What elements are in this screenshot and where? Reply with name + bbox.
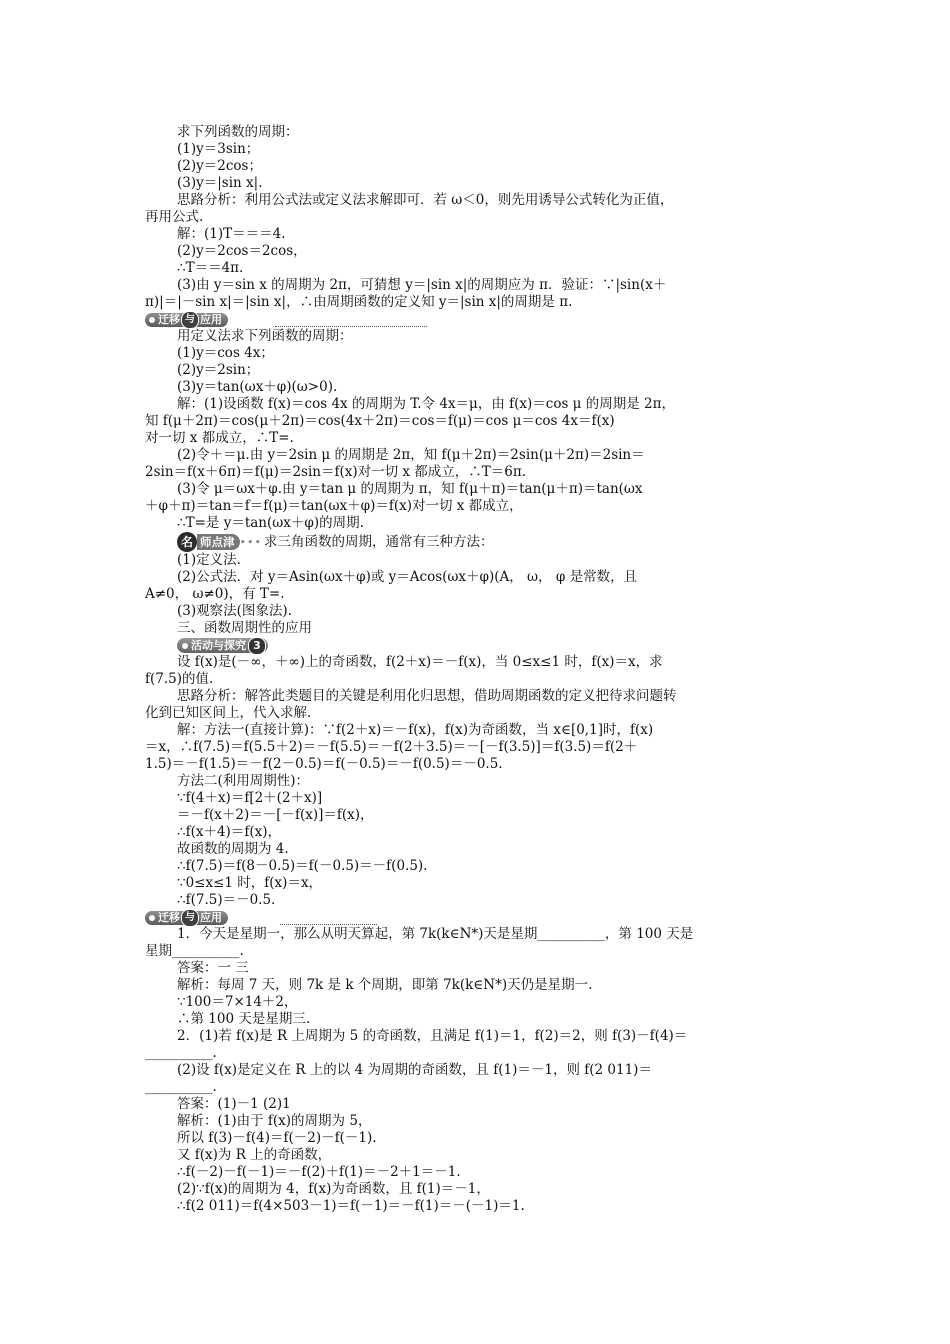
text-line: 再用公式.	[145, 209, 204, 225]
text-line: 用定义法求下列函数的周期：	[177, 328, 353, 344]
text-line: ∵f(4＋x)＝f[2＋(2＋x)]	[177, 790, 323, 806]
text-line: 答案：(1)－1 (2)1	[177, 1096, 291, 1112]
text-line: ∴f(7.5)＝－0.5.	[177, 892, 276, 908]
apply-badge	[145, 911, 228, 925]
text-line: (2)y＝2cos＝2cos，	[177, 243, 307, 259]
text-line: (3)y＝|sin x|.	[177, 175, 263, 191]
activity-badge	[177, 638, 268, 653]
text-line: 答案：一 三	[177, 960, 249, 976]
text-line: ∵100＝7×14＋2，	[177, 994, 298, 1010]
text-line: (2)y＝2sin；	[177, 362, 260, 378]
text-line: 2sin＝f(x＋6π)＝f(μ)＝2sin＝f(x)对一切 x 都成立，∴T＝6π.	[145, 464, 527, 480]
definition-method-section	[145, 328, 807, 532]
badge-text-left: 迁移	[158, 910, 180, 924]
bullet-icon	[149, 915, 155, 921]
text-line: 故函数的周期为 4.	[177, 841, 289, 857]
bullet-icon	[149, 317, 155, 323]
text-line: ∴第 100 天是星期三.	[177, 1011, 311, 1027]
exercises-section	[145, 926, 807, 1215]
text-line: (3)令 μ＝ωx＋φ.由 y＝tan μ 的周期为 π，知 f(μ＋π)＝tan(μ＋π)＝tan(ωx	[177, 481, 643, 497]
dotted-divider	[280, 924, 377, 925]
text-line: 解：方法一(直接计算)：∵f(2＋x)＝－f(x)，f(x)为奇函数，当 x∈[0,1]时，f(x)	[177, 722, 654, 738]
bullet-icon	[182, 643, 188, 649]
text-line: 2．(1)若 f(x)是 R 上周期为 5 的奇函数，且满足 f(1)＝1，f(2)＝2，则 f(3)－f(4)＝	[177, 1028, 688, 1044]
text-line: (3)由 y＝sin x 的周期为 2π，可猜想 y＝|sin x|的周期应为 π．验证：∵|sin(x＋	[177, 277, 667, 293]
text-line: (2)∵f(x)的周期为 4，f(x)为奇函数，且 f(1)＝－1，	[177, 1181, 490, 1197]
apply-section-header-1	[145, 311, 807, 328]
text-line: 解：(1)T＝＝＝4.	[177, 226, 286, 242]
badge-text-mid: 与	[181, 909, 199, 927]
text-line: 解析：每周 7 天，则 7k 是 k 个周期，即第 7k(k∈N*)天仍是星期一.	[177, 977, 593, 993]
teacher-tip-badge	[177, 532, 264, 552]
text-line: 又 f(x)为 R 上的奇函数，	[177, 1147, 332, 1163]
text-line: 解析：(1)由于 f(x)的周期为 5，	[177, 1113, 372, 1129]
text-line: 求下列函数的周期：	[177, 124, 299, 140]
badge-text-mid: 与	[181, 311, 199, 329]
activity-solution-section	[145, 654, 807, 909]
text-line: ＝x，∴f(7.5)＝f(5.5＋2)＝－f(5.5)＝－f(2＋3.5)＝－[－f(3.5)]＝f(3.5)＝f(2＋	[145, 739, 638, 755]
text-line: (1)y＝cos 4x；	[177, 345, 274, 361]
text-line: ∴T＝＝4π.	[177, 260, 244, 276]
tip-circle-icon: 名	[177, 532, 197, 552]
text-line: 解：(1)设函数 f(x)＝cos 4x 的周期为 T.令 4x＝μ，由 f(x)＝cos μ 的周期是 2π，	[177, 396, 675, 412]
text-line: 对一切 x 都成立，∴T=.	[145, 430, 294, 446]
text-line: A≠0， ω≠0)，有 T=.	[145, 586, 285, 602]
text-line: __________.	[145, 1079, 217, 1095]
text-line: f(7.5)的值.	[145, 671, 214, 687]
text-line: 设 f(x)是(－∞，＋∞)上的奇函数，f(2＋x)＝－f(x)，当 0≤x≤1 时，f(x)＝x，求	[177, 654, 663, 670]
tip-dots: •••	[239, 535, 262, 549]
text-line: ∴T=是 y＝tan(ωx＋φ)的周期.	[177, 515, 364, 531]
dotted-divider	[275, 326, 427, 327]
text-line: (2)设 f(x)是定义在 R 上的以 4 为周期的奇函数，且 f(1)＝－1，则 f(2 011)＝	[177, 1062, 652, 1078]
text-line: 1．今天是星期一，那么从明天算起，第 7k(k∈N*)天是星期__________，第 100 天是	[177, 926, 694, 942]
text-line: 所以 f(3)－f(4)＝f(－2)－f(－1).	[177, 1130, 377, 1146]
text-line: (3)y＝tan(ωx＋φ)(ω>0).	[177, 379, 338, 395]
text-line: __________.	[145, 1045, 217, 1061]
text-line: ∴f(x＋4)＝f(x)，	[177, 824, 281, 840]
document-content	[145, 124, 807, 1215]
text-line: (1)定义法.	[177, 552, 241, 568]
text-line: (2)公式法．对 y＝Asin(ωx＋φ)或 y＝Acos(ωx＋φ)(A， ω， φ 是常数，且	[177, 569, 638, 585]
text-line: ∴f(7.5)＝f(8－0.5)＝f(－0.5)＝－f(0.5).	[177, 858, 428, 874]
text-line: (2)令＋＝μ.由 y＝2sin μ 的周期是 2π，知 f(μ＋2π)＝2sin(μ＋2π)＝2sin＝	[177, 447, 645, 463]
activity-header	[145, 637, 807, 654]
text-line: (2)y＝2cos；	[177, 158, 262, 174]
apply-badge	[145, 313, 228, 327]
text-line: (3)观察法(图象法).	[177, 603, 292, 619]
teacher-tip-header	[145, 532, 807, 552]
badge-text-left: 迁移	[158, 312, 180, 326]
text-line: 三、函数周期性的应用	[177, 620, 312, 636]
text-line: 方法二(利用周期性)：	[177, 773, 310, 789]
tip-label: 师点津	[197, 534, 240, 550]
badge-text-right: 应用	[200, 312, 222, 326]
text-line: ∴f(2 011)＝f(4×503－1)＝f(－1)＝－f(1)＝－(－1)＝1.	[177, 1198, 525, 1214]
text-line: ∴f(－2)－f(－1)＝－f(2)＋f(1)＝－2＋1＝－1.	[177, 1164, 461, 1180]
activity-number: 3	[248, 637, 266, 655]
text-line: 化到已知区间上，代入求解.	[145, 705, 312, 721]
methods-section	[145, 552, 807, 637]
text-line: 星期__________.	[145, 943, 244, 959]
example-period-section	[145, 124, 807, 311]
text-line: π)|＝|－sin x|＝|sin x|，∴由周期函数的定义知 y＝|sin x|的周期是 π.	[145, 294, 573, 310]
activity-label: 活动与探究	[191, 639, 246, 652]
text-line: (1)y＝3sin；	[177, 141, 260, 157]
text-line: ∵0≤x≤1 时，f(x)＝x，	[177, 875, 323, 891]
text-line: 思路分析：解答此类题目的关键是利用化归思想，借助周期函数的定义把待求问题转	[177, 688, 677, 704]
tip-text: 求三角函数的周期，通常有三种方法：	[263, 533, 494, 550]
text-line: 思路分析：利用公式法或定义法求解即可．若 ω＜0，则先用诱导公式转化为正值，	[177, 192, 674, 208]
text-line: 1.5)＝－f(1.5)＝－f(2－0.5)＝f(－0.5)＝－f(0.5)＝－0.5.	[145, 756, 503, 772]
text-line: ＋φ＋π)＝tan＝f＝f(μ)＝tan(ωx＋φ)＝f(x)对一切 x 都成立，	[145, 498, 523, 514]
text-line: ＝－f(x＋2)＝－[－f(x)]＝f(x)，	[177, 807, 374, 823]
apply-section-header-2	[145, 909, 807, 926]
badge-text-right: 应用	[200, 910, 222, 924]
text-line: 知 f(μ＋2π)＝cos(μ＋2π)＝cos(4x＋2π)＝cos＝f(μ)＝cos μ＝cos 4x＝f(x)	[145, 413, 615, 429]
